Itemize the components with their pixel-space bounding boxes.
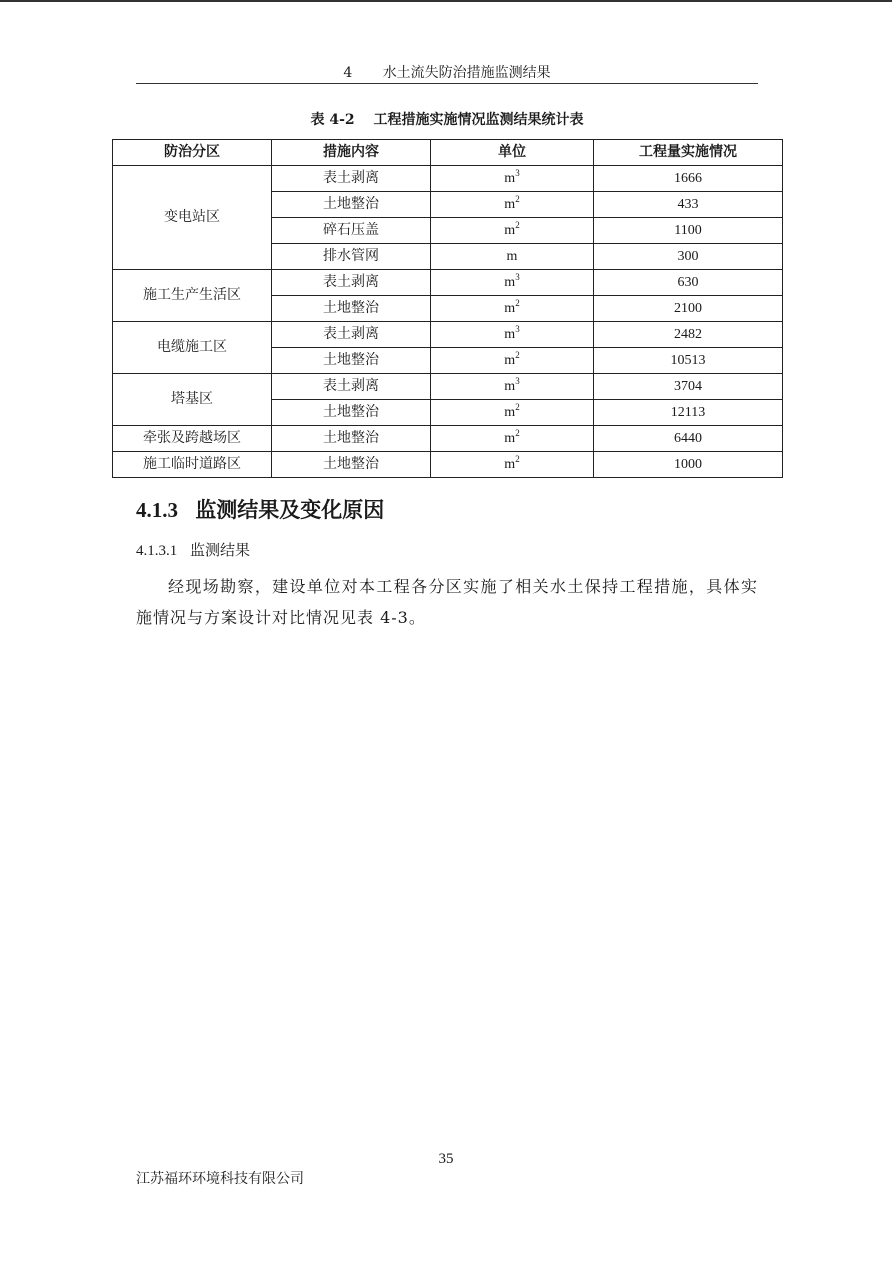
quantity-cell: 300 xyxy=(594,244,783,270)
quantity-cell: 10513 xyxy=(594,348,783,374)
section-number: 4.1.3 xyxy=(136,498,178,522)
column-header-unit: 单位 xyxy=(431,140,594,166)
quantity-cell: 3704 xyxy=(594,374,783,400)
unit-cell xyxy=(431,452,594,478)
chapter-title: 水土流失防治措施监测结果 xyxy=(382,65,551,81)
measure-cell: 土地整治 xyxy=(272,452,431,478)
unit-exponent: 3 xyxy=(515,272,520,282)
unit-base: m xyxy=(504,379,516,394)
unit-base: m xyxy=(504,301,516,316)
quantity-cell: 12113 xyxy=(594,400,783,426)
quantity-cell: 1666 xyxy=(594,166,783,192)
subsection-title: 监测结果 xyxy=(190,541,251,559)
quantity-cell: 1100 xyxy=(594,218,783,244)
page-header xyxy=(136,62,758,82)
subsection-number: 4.1.3.1 xyxy=(136,543,178,559)
unit-cell xyxy=(431,270,594,296)
unit-base: m xyxy=(504,327,516,342)
table-caption-title: 工程措施实施情况监测结果统计表 xyxy=(373,112,584,128)
zone-cell: 塔基区 xyxy=(113,374,272,426)
quantity-cell: 433 xyxy=(594,192,783,218)
unit-base: m xyxy=(506,249,518,264)
unit-exponent: 2 xyxy=(515,298,520,308)
page-number: 35 xyxy=(438,1151,454,1167)
measure-cell: 土地整治 xyxy=(272,348,431,374)
table-row xyxy=(113,322,783,348)
measure-cell: 表土剥离 xyxy=(272,374,431,400)
unit-exponent: 2 xyxy=(515,402,520,412)
unit-cell xyxy=(431,374,594,400)
measures-table xyxy=(112,139,783,478)
section-heading xyxy=(136,494,384,524)
column-header-zone: 防治分区 xyxy=(113,140,272,166)
unit-exponent: 2 xyxy=(515,194,520,204)
unit-base: m xyxy=(504,223,516,238)
measure-cell: 碎石压盖 xyxy=(272,218,431,244)
unit-exponent: 2 xyxy=(515,454,520,464)
measure-cell: 土地整治 xyxy=(272,400,431,426)
top-border-line xyxy=(0,0,892,2)
zone-cell: 施工临时道路区 xyxy=(113,452,272,478)
unit-exponent: 2 xyxy=(515,220,520,230)
unit-cell xyxy=(431,218,594,244)
quantity-cell: 2100 xyxy=(594,296,783,322)
column-header-measure: 措施内容 xyxy=(272,140,431,166)
unit-cell xyxy=(431,296,594,322)
unit-cell xyxy=(431,244,594,270)
unit-base: m xyxy=(504,405,516,420)
unit-exponent: 3 xyxy=(515,376,520,386)
measure-cell: 排水管网 xyxy=(272,244,431,270)
unit-exponent: 2 xyxy=(515,350,520,360)
table-header-row xyxy=(113,140,783,166)
measure-cell: 表土剥离 xyxy=(272,322,431,348)
unit-cell xyxy=(431,348,594,374)
unit-exponent: 2 xyxy=(515,428,520,438)
table-row xyxy=(113,270,783,296)
quantity-cell: 630 xyxy=(594,270,783,296)
unit-base: m xyxy=(504,457,516,472)
unit-cell xyxy=(431,426,594,452)
company-name: 江苏福环环境科技有限公司 xyxy=(136,1171,304,1187)
table-caption-number: 表 4-2 xyxy=(310,112,355,128)
unit-base: m xyxy=(504,171,516,186)
body-paragraph: 经现场勘察，建设单位对本工程各分区实施了相关水土保持工程措施，具体实施情况与方案设计对比情况见表 4-3。 xyxy=(136,577,758,627)
measure-cell: 土地整治 xyxy=(272,426,431,452)
unit-exponent: 3 xyxy=(515,168,520,178)
unit-base: m xyxy=(504,197,516,212)
table-body xyxy=(113,166,783,478)
zone-cell: 变电站区 xyxy=(113,166,272,270)
chapter-number: 4 xyxy=(343,65,353,81)
zone-cell: 施工生产生活区 xyxy=(113,270,272,322)
table-row xyxy=(113,166,783,192)
table-row xyxy=(113,426,783,452)
unit-exponent: 3 xyxy=(515,324,520,334)
unit-base: m xyxy=(504,353,516,368)
unit-cell xyxy=(431,192,594,218)
header-rule xyxy=(136,83,758,84)
table-row xyxy=(113,452,783,478)
zone-cell: 电缆施工区 xyxy=(113,322,272,374)
measure-cell: 表土剥离 xyxy=(272,270,431,296)
unit-cell xyxy=(431,400,594,426)
quantity-cell: 6440 xyxy=(594,426,783,452)
column-header-quantity: 工程量实施情况 xyxy=(594,140,783,166)
table-caption xyxy=(112,109,782,129)
zone-cell: 牵张及跨越场区 xyxy=(113,426,272,452)
measure-cell: 土地整治 xyxy=(272,296,431,322)
unit-cell xyxy=(431,322,594,348)
measure-cell: 表土剥离 xyxy=(272,166,431,192)
subsection-heading xyxy=(136,539,250,560)
table-row xyxy=(113,374,783,400)
quantity-cell: 2482 xyxy=(594,322,783,348)
unit-base: m xyxy=(504,431,516,446)
quantity-cell: 1000 xyxy=(594,452,783,478)
measure-cell: 土地整治 xyxy=(272,192,431,218)
unit-cell xyxy=(431,166,594,192)
section-title: 监测结果及变化原因 xyxy=(195,497,385,522)
unit-base: m xyxy=(504,275,516,290)
